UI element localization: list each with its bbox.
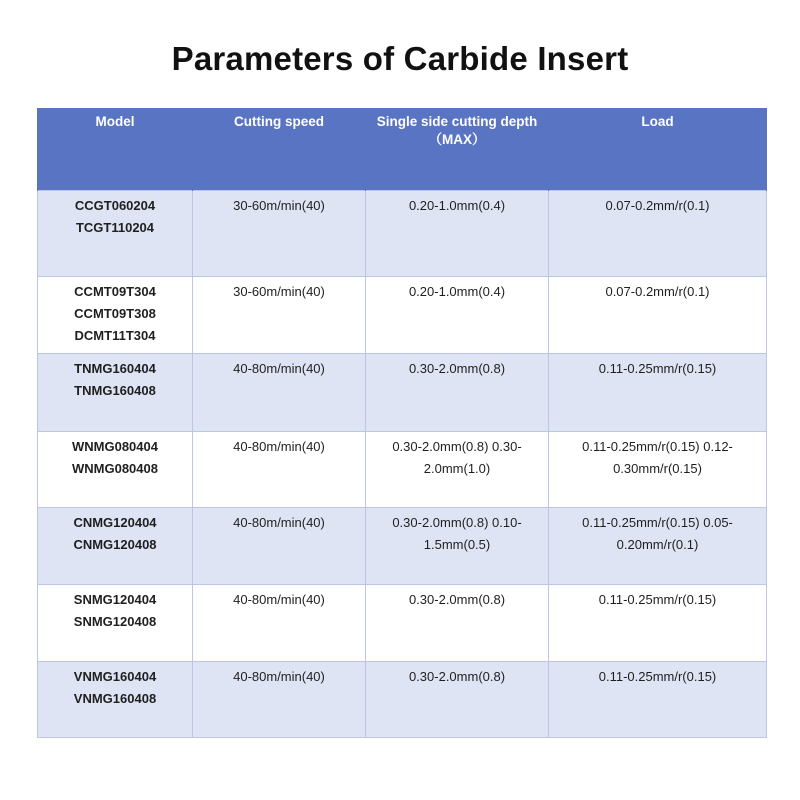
cutting-speed-cell: 40-80m/min(40) (193, 354, 366, 432)
carbide-parameters-table (37, 108, 767, 738)
model-cell: CCMT09T304 CCMT09T308 DCMT11T304 (38, 277, 193, 354)
table-header-row (38, 108, 767, 191)
table-row (38, 508, 767, 585)
table-row (38, 191, 767, 277)
table-row (38, 277, 767, 354)
cutting-depth-cell: 0.30-2.0mm(0.8) 0.10-1.5mm(0.5) (366, 508, 549, 585)
cutting-depth-cell: 0.30-2.0mm(0.8) (366, 662, 549, 738)
cutting-speed-cell: 30-60m/min(40) (193, 277, 366, 354)
model-cell: WNMG080404 WNMG080408 (38, 432, 193, 508)
table-row (38, 432, 767, 508)
load-cell: 0.11-0.25mm/r(0.15) (549, 662, 767, 738)
load-cell: 0.11-0.25mm/r(0.15) 0.12-0.30mm/r(0.15) (549, 432, 767, 508)
cutting-depth-cell: 0.30-2.0mm(0.8) 0.30-2.0mm(1.0) (366, 432, 549, 508)
load-cell: 0.11-0.25mm/r(0.15) (549, 354, 767, 432)
cutting-speed-cell: 40-80m/min(40) (193, 585, 366, 662)
table-row (38, 585, 767, 662)
header-load: Load (549, 108, 767, 191)
cutting-speed-cell: 40-80m/min(40) (193, 662, 366, 738)
model-cell: CNMG120404 CNMG120408 (38, 508, 193, 585)
load-cell: 0.07-0.2mm/r(0.1) (549, 191, 767, 277)
load-cell: 0.11-0.25mm/r(0.15) (549, 585, 767, 662)
header-model: Model (38, 108, 193, 191)
load-cell: 0.11-0.25mm/r(0.15) 0.05-0.20mm/r(0.1) (549, 508, 767, 585)
table-row (38, 662, 767, 738)
cutting-depth-cell: 0.30-2.0mm(0.8) (366, 354, 549, 432)
model-cell: SNMG120404 SNMG120408 (38, 585, 193, 662)
table-row (38, 354, 767, 432)
cutting-depth-cell: 0.20-1.0mm(0.4) (366, 191, 549, 277)
header-cutting-speed: Cutting speed (193, 108, 366, 191)
page-title: Parameters of Carbide Insert (171, 40, 629, 77)
model-cell: CCGT060204 TCGT110204 (38, 191, 193, 277)
model-cell: TNMG160404 TNMG160408 (38, 354, 193, 432)
header-cutting-depth: Single side cutting depth （MAX） (366, 108, 549, 191)
cutting-speed-cell: 40-80m/min(40) (193, 432, 366, 508)
cutting-depth-cell: 0.30-2.0mm(0.8) (366, 585, 549, 662)
model-cell: VNMG160404 VNMG160408 (38, 662, 193, 738)
load-cell: 0.07-0.2mm/r(0.1) (549, 277, 767, 354)
cutting-depth-cell: 0.20-1.0mm(0.4) (366, 277, 549, 354)
cutting-speed-cell: 40-80m/min(40) (193, 508, 366, 585)
cutting-speed-cell: 30-60m/min(40) (193, 191, 366, 277)
